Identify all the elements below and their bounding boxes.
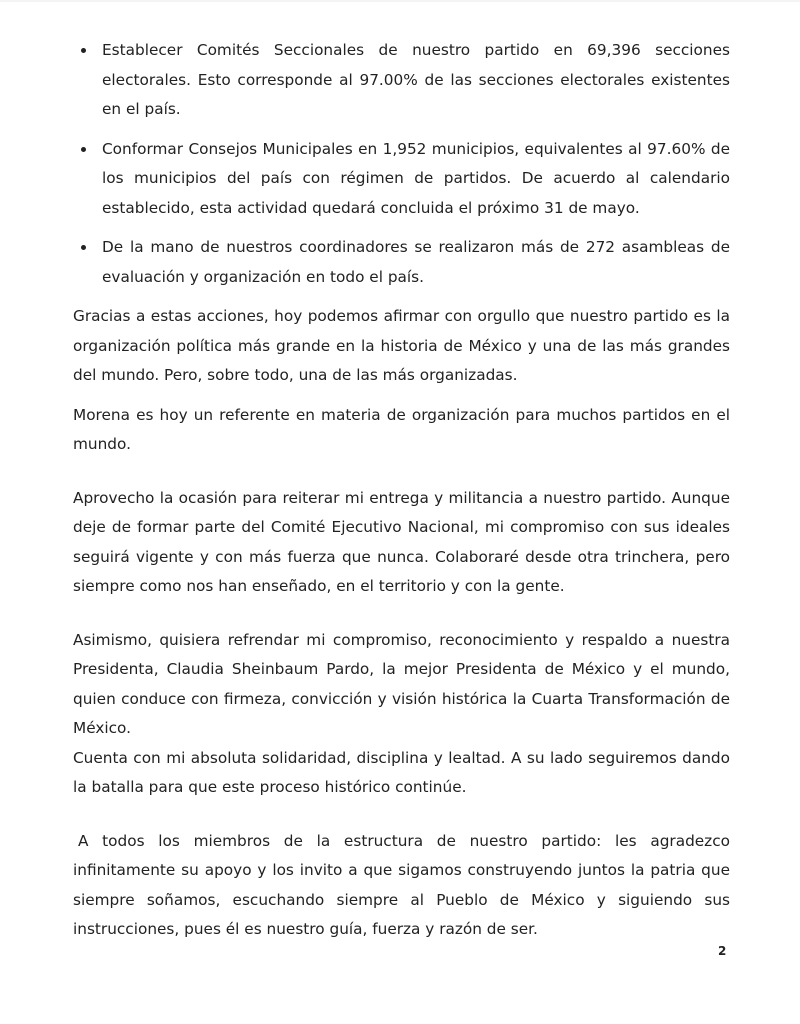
paragraph-solidarity: Cuenta con mi absoluta solidaridad, disciplina y lealtad. A su lado seguiremos dando la batalla para que este proceso histórico continúe. xyxy=(73,748,730,796)
paragraph-reference: Morena es hoy un referente en materia de organización para muchos partidos en el mundo. xyxy=(73,405,730,453)
paragraph-achievements: Gracias a estas acciones, hoy podemos afirmar con orgullo que nuestro partido es la organización política más grande en la historia de México y una de las más grandes del mundo. Pero, sobre todo, una de las más organizadas. xyxy=(73,307,730,384)
bullet-icon xyxy=(81,245,86,250)
page-number: 2 xyxy=(718,944,727,958)
paragraph-president: Asimismo, quisiera refrendar mi compromiso, reconocimiento y respaldo a nuestra Presidenta, Claudia Sheinbaum Pardo, la mejor Presidenta de México y el mundo, quien conduce con firmeza, convicción y visión histórica la Cuarta Transformación de México. xyxy=(73,630,730,737)
paragraph-closing: A todos los miembros de la estructura de nuestro partido: les agradezco infinitamente su apoyo y los invito a que sigamos construyendo juntos la patria que siempre soñamos, escuchando siempre al Pueblo de México y siguiendo sus instrucciones, pues él es nuestro guía, fuerza y razón de ser. xyxy=(73,831,730,938)
bullet-icon xyxy=(81,48,86,53)
paragraph-commitment: Aprovecho la ocasión para reiterar mi entrega y militancia a nuestro partido. Aunque deje de formar parte del Comité Ejecutivo Nacional, mi compromiso con sus ideales seguirá vigente y con más fuerza que nunca. Colaboraré desde otra trinchera, pero siempre como nos han enseñado, en el territorio y con la gente. xyxy=(73,488,730,595)
bullet-list xyxy=(73,36,730,292)
list-item xyxy=(73,233,730,292)
bullet-icon xyxy=(81,147,86,152)
list-item xyxy=(73,135,730,224)
list-item xyxy=(73,36,730,125)
document-body xyxy=(73,36,730,955)
bullet-text: Conformar Consejos Municipales en 1,952 municipios, equivalentes al 97.60% de los municipios del país con régimen de partidos. De acuerdo al calendario establecido, esta actividad quedará concluida el próximo 31 de mayo. xyxy=(102,139,730,217)
bullet-text: Establecer Comités Seccionales de nuestro partido en 69,396 secciones electorales. Esto corresponde al 97.00% de las secciones electorales existentes en el país. xyxy=(102,41,730,118)
page-top-edge xyxy=(0,0,800,2)
bullet-text: De la mano de nuestros coordinadores se realizaron más de 272 asambleas de evaluación y organización en todo el país. xyxy=(102,238,730,286)
